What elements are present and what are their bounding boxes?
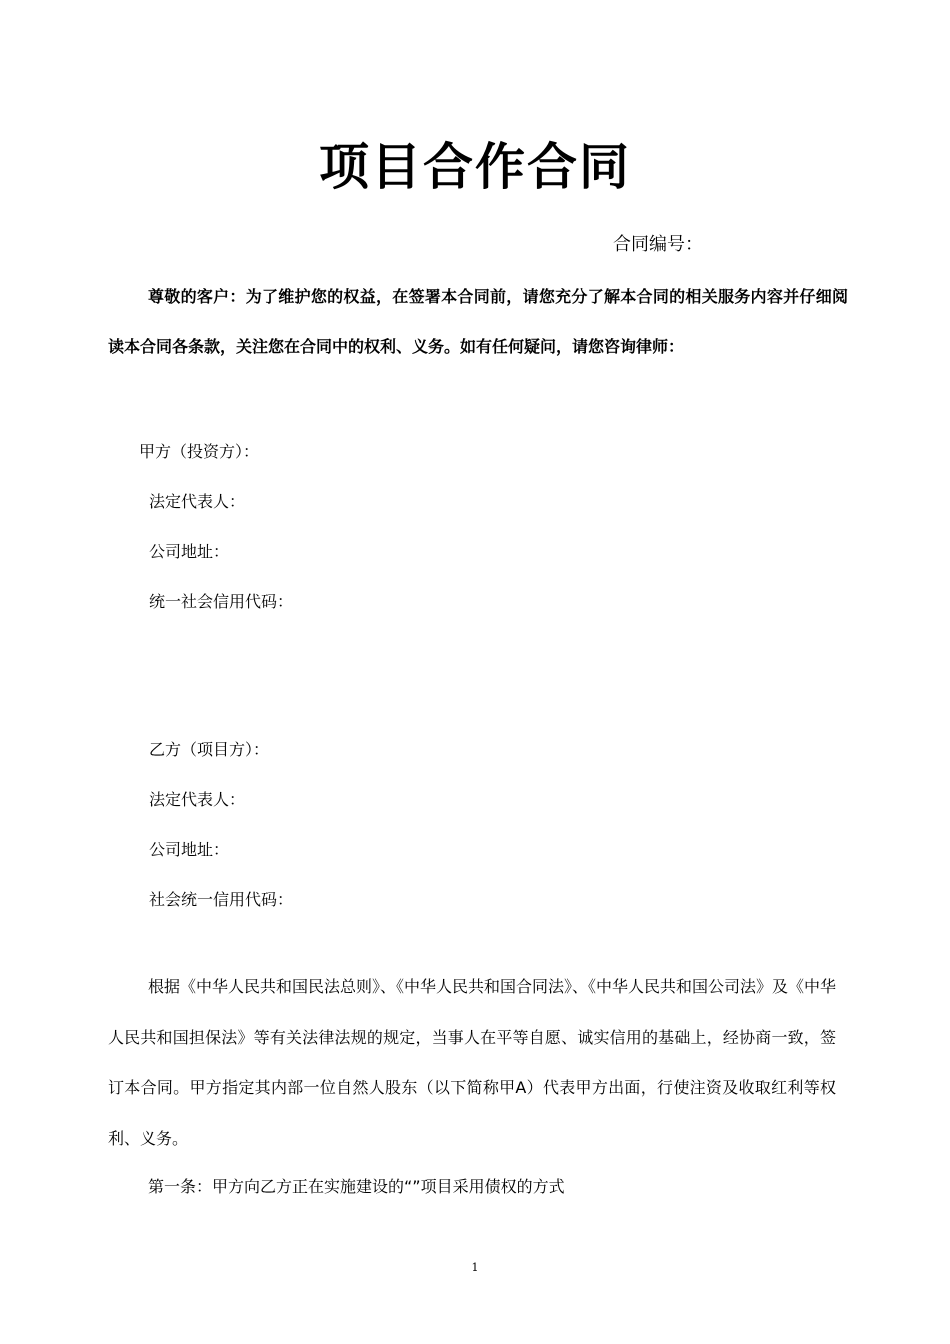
party-b-legal-rep: 法定代表人： xyxy=(149,790,246,809)
document-title: 项目合作合同 xyxy=(319,138,631,196)
party-b-heading: 乙方（项目方）： xyxy=(149,740,270,759)
contract-number-label: 合同编号： xyxy=(613,234,703,255)
preamble-paragraph: 根据《中华人民共和国民法总则》、《中华人民共和国合同法》、《中华人民共和国公司法》及《中华人民共和国担保法》等有关法律法规的规定，当事人在平等自愿、诚实信用的基础上，经协商一致，签订本合同。甲方指定其内部一位自然人股东（以下简称甲A）代表甲方出面，行使注资及收取红利等权利、义务。 xyxy=(108,977,837,1148)
party-a-address: 公司地址： xyxy=(149,542,230,561)
page-number: 1 xyxy=(471,1261,479,1274)
article-1: 第一条：甲方向乙方正在实施建设的“”项目采用债权的方式 xyxy=(148,1177,565,1196)
party-b-credit-code: 社会统一信用代码： xyxy=(149,890,294,909)
customer-notice: 尊敬的客户：为了维护您的权益，在签署本合同前，请您充分了解本合同的相关服务内容并仔细阅读本合同各条款，关注您在合同中的权利、义务。如有任何疑问，请您咨询律师： xyxy=(108,287,848,356)
party-a-legal-rep: 法定代表人： xyxy=(149,492,246,511)
party-a-heading: 甲方（投资方）： xyxy=(139,442,260,461)
party-a-credit-code: 统一社会信用代码： xyxy=(149,592,294,611)
party-b-address: 公司地址： xyxy=(149,840,230,859)
